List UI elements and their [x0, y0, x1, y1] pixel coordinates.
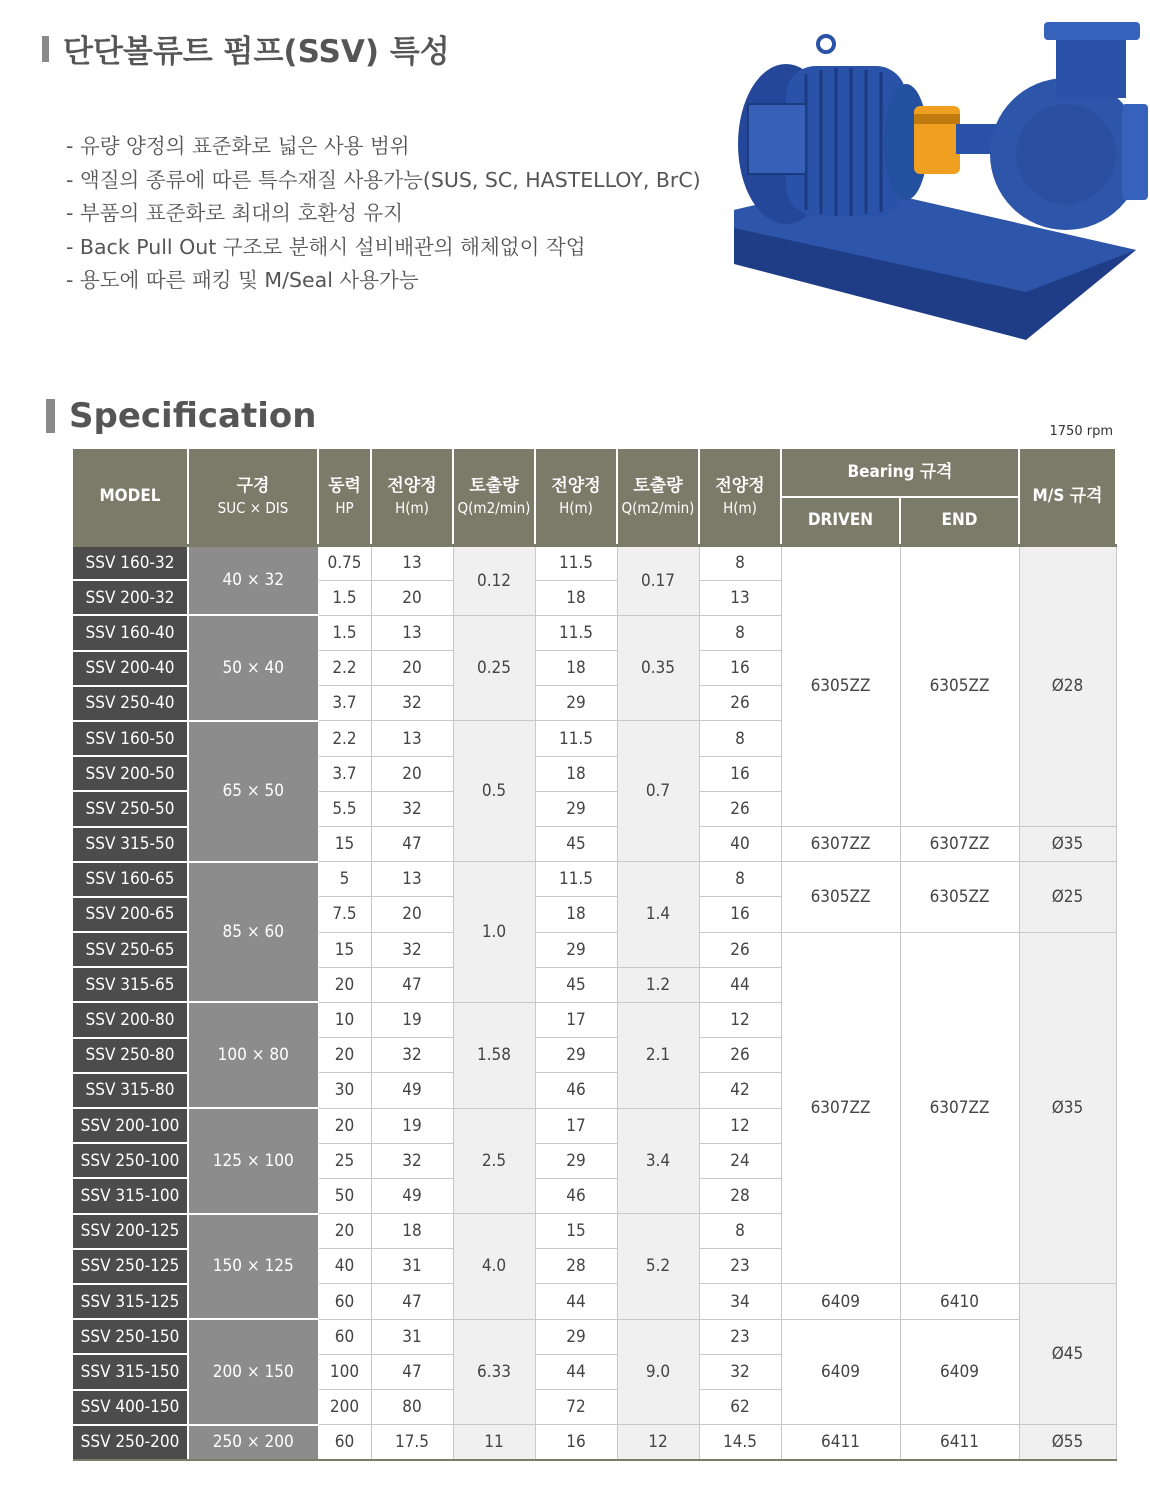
cell-head-2: 18 — [535, 651, 617, 686]
cell-head-3: 13 — [699, 580, 781, 615]
cell-hp: 25 — [318, 1143, 371, 1178]
cell-head-1: 31 — [371, 1249, 453, 1284]
cell-hp: 3.7 — [318, 756, 371, 791]
cell-model: SSV 250-40 — [73, 686, 188, 721]
cell-head-3: 14.5 — [699, 1425, 781, 1460]
cell-flow-1: 1.58 — [453, 1002, 535, 1108]
cell-model: SSV 315-80 — [73, 1073, 188, 1108]
table-row — [73, 1425, 1116, 1460]
cell-head-2: 29 — [535, 932, 617, 967]
col-header-ms: M/S 규격 — [1019, 449, 1116, 545]
cell-flow-1: 0.5 — [453, 721, 535, 862]
cell-bore: 150 × 125 — [188, 1214, 318, 1320]
cell-ms: Ø35 — [1019, 827, 1116, 862]
cell-head-1: 13 — [371, 545, 453, 580]
col-header-end: END — [900, 497, 1019, 545]
cell-head-3: 42 — [699, 1073, 781, 1108]
cell-bearing-end: 6411 — [900, 1425, 1019, 1460]
cell-ms: Ø35 — [1019, 932, 1116, 1284]
cell-head-2: 16 — [535, 1425, 617, 1460]
cell-head-1: 19 — [371, 1108, 453, 1143]
cell-flow-1: 11 — [453, 1425, 535, 1460]
spec-title-text: Specification — [69, 396, 317, 436]
feature-item: - 용도에 따른 패킹 및 M/Seal 사용가능 — [66, 264, 701, 298]
cell-model: SSV 200-65 — [73, 897, 188, 932]
cell-head-2: 29 — [535, 1319, 617, 1354]
feature-item: - 유량 양정의 표준화로 넓은 사용 범위 — [66, 130, 701, 164]
cell-head-2: 18 — [535, 756, 617, 791]
cell-hp: 7.5 — [318, 897, 371, 932]
cell-head-3: 26 — [699, 1038, 781, 1073]
cell-flow-2: 9.0 — [617, 1319, 699, 1425]
cell-flow-1: 4.0 — [453, 1214, 535, 1320]
cell-head-2: 18 — [535, 897, 617, 932]
cell-head-2: 46 — [535, 1073, 617, 1108]
cell-head-1: 20 — [371, 580, 453, 615]
cell-bearing-end: 6410 — [900, 1284, 1019, 1319]
cell-head-3: 23 — [699, 1319, 781, 1354]
cell-bearing-driven: 6409 — [781, 1284, 900, 1319]
cell-bore: 200 × 150 — [188, 1319, 318, 1425]
table-row — [73, 1319, 1116, 1354]
cell-flow-2: 0.35 — [617, 615, 699, 721]
cell-head-1: 32 — [371, 1038, 453, 1073]
cell-head-2: 29 — [535, 791, 617, 826]
cell-head-3: 8 — [699, 862, 781, 897]
cell-head-2: 11.5 — [535, 862, 617, 897]
cell-bearing-end: 6307ZZ — [900, 932, 1019, 1284]
col-header-bore: 구경 SUC × DIS — [188, 449, 318, 545]
cell-flow-2: 1.2 — [617, 967, 699, 1002]
cell-model: SSV 160-32 — [73, 545, 188, 580]
cell-hp: 60 — [318, 1284, 371, 1319]
cell-hp: 0.75 — [318, 545, 371, 580]
cell-hp: 20 — [318, 1108, 371, 1143]
cell-hp: 1.5 — [318, 580, 371, 615]
col-header-driven: DRIVEN — [781, 497, 900, 545]
cell-head-1: 13 — [371, 862, 453, 897]
cell-flow-1: 6.33 — [453, 1319, 535, 1425]
cell-head-1: 47 — [371, 967, 453, 1002]
cell-head-3: 26 — [699, 791, 781, 826]
cell-head-2: 29 — [535, 686, 617, 721]
cell-flow-2: 12 — [617, 1425, 699, 1460]
cell-head-2: 17 — [535, 1002, 617, 1037]
cell-hp: 40 — [318, 1249, 371, 1284]
col-header-bearing: Bearing 규격 — [781, 449, 1019, 497]
cell-head-1: 47 — [371, 1284, 453, 1319]
cell-model: SSV 250-125 — [73, 1249, 188, 1284]
cell-head-3: 8 — [699, 615, 781, 650]
cell-ms: Ø28 — [1019, 545, 1116, 827]
cell-bore: 100 × 80 — [188, 1002, 318, 1108]
cell-head-3: 8 — [699, 545, 781, 580]
cell-head-3: 32 — [699, 1354, 781, 1389]
cell-bore: 50 × 40 — [188, 615, 318, 721]
cell-model: SSV 200-50 — [73, 756, 188, 791]
cell-model: SSV 160-40 — [73, 615, 188, 650]
cell-flow-2: 0.7 — [617, 721, 699, 862]
cell-hp: 100 — [318, 1354, 371, 1389]
cell-head-2: 72 — [535, 1390, 617, 1425]
cell-hp: 60 — [318, 1425, 371, 1460]
cell-head-1: 47 — [371, 827, 453, 862]
cell-head-2: 28 — [535, 1249, 617, 1284]
table-row — [73, 862, 1116, 897]
cell-flow-1: 0.12 — [453, 545, 535, 615]
cell-bore: 85 × 60 — [188, 862, 318, 1003]
lifting-eye — [818, 36, 834, 52]
cell-head-2: 18 — [535, 580, 617, 615]
cell-model: SSV 250-65 — [73, 932, 188, 967]
cell-model: SSV 200-125 — [73, 1214, 188, 1249]
cell-head-1: 18 — [371, 1214, 453, 1249]
cell-head-3: 12 — [699, 1002, 781, 1037]
cell-hp: 30 — [318, 1073, 371, 1108]
feature-item: - 부품의 표준화로 최대의 호환성 유지 — [66, 197, 701, 231]
page-title-text: 단단볼류트 펌프(SSV) 특성 — [63, 34, 450, 70]
cell-hp: 50 — [318, 1178, 371, 1213]
discharge-flange — [1044, 22, 1140, 40]
cell-head-1: 32 — [371, 686, 453, 721]
cell-head-1: 20 — [371, 897, 453, 932]
cell-hp: 3.7 — [318, 686, 371, 721]
cell-model: SSV 200-80 — [73, 1002, 188, 1037]
cell-bearing-end: 6305ZZ — [900, 545, 1019, 827]
cell-head-3: 8 — [699, 1214, 781, 1249]
cell-head-1: 17.5 — [371, 1425, 453, 1460]
cell-head-3: 44 — [699, 967, 781, 1002]
cell-hp: 20 — [318, 1214, 371, 1249]
cell-head-3: 16 — [699, 897, 781, 932]
cell-head-2: 11.5 — [535, 721, 617, 756]
cell-head-3: 12 — [699, 1108, 781, 1143]
cell-head-2: 45 — [535, 967, 617, 1002]
feature-list — [66, 130, 701, 298]
cell-head-3: 23 — [699, 1249, 781, 1284]
cell-bearing-driven: 6307ZZ — [781, 932, 900, 1284]
feature-item: - 액질의 종류에 따른 특수재질 사용가능(SUS, SC, HASTELLOY, BrC) — [66, 164, 701, 198]
col-header-head-2: 전양정 H(m) — [535, 449, 617, 545]
cell-flow-1: 0.25 — [453, 615, 535, 721]
col-header-power: 동력 HP — [318, 449, 371, 545]
cell-head-1: 32 — [371, 1143, 453, 1178]
cell-model: SSV 315-125 — [73, 1284, 188, 1319]
spec-section-title — [46, 396, 316, 436]
cell-head-1: 20 — [371, 651, 453, 686]
suction-flange — [1122, 104, 1148, 200]
cell-hp: 10 — [318, 1002, 371, 1037]
cell-ms: Ø55 — [1019, 1425, 1116, 1460]
cell-head-1: 47 — [371, 1354, 453, 1389]
cell-bearing-driven: 6411 — [781, 1425, 900, 1460]
col-header-head-1: 전양정 H(m) — [371, 449, 453, 545]
cell-head-1: 20 — [371, 756, 453, 791]
title-bar-marker — [42, 36, 49, 62]
cell-bearing-end: 6409 — [900, 1319, 1019, 1425]
cell-head-1: 49 — [371, 1178, 453, 1213]
cell-model: SSV 200-40 — [73, 651, 188, 686]
cell-model: SSV 250-80 — [73, 1038, 188, 1073]
cell-ms: Ø25 — [1019, 862, 1116, 932]
cell-head-3: 8 — [699, 721, 781, 756]
cell-bearing-driven: 6305ZZ — [781, 862, 900, 932]
cell-bore: 65 × 50 — [188, 721, 318, 862]
cell-flow-2: 3.4 — [617, 1108, 699, 1214]
cell-hp: 2.2 — [318, 721, 371, 756]
col-header-model: MODEL — [73, 449, 188, 545]
cell-model: SSV 315-65 — [73, 967, 188, 1002]
cell-head-1: 80 — [371, 1390, 453, 1425]
cell-hp: 5.5 — [318, 791, 371, 826]
cell-hp: 15 — [318, 932, 371, 967]
cell-hp: 15 — [318, 827, 371, 862]
cell-head-3: 62 — [699, 1390, 781, 1425]
cell-flow-2: 1.4 — [617, 862, 699, 968]
cell-head-2: 29 — [535, 1143, 617, 1178]
cell-model: SSV 250-150 — [73, 1319, 188, 1354]
cell-model: SSV 315-150 — [73, 1354, 188, 1389]
cell-bore: 40 × 32 — [188, 545, 318, 615]
cell-model: SSV 250-100 — [73, 1143, 188, 1178]
cell-model: SSV 250-50 — [73, 791, 188, 826]
cell-model: SSV 200-100 — [73, 1108, 188, 1143]
cell-head-2: 15 — [535, 1214, 617, 1249]
cell-model: SSV 400-150 — [73, 1390, 188, 1425]
cell-head-3: 28 — [699, 1178, 781, 1213]
cell-head-2: 29 — [535, 1038, 617, 1073]
cell-flow-1: 2.5 — [453, 1108, 535, 1214]
cell-model: SSV 200-32 — [73, 580, 188, 615]
cell-model: SSV 315-50 — [73, 827, 188, 862]
cell-head-3: 26 — [699, 686, 781, 721]
cell-hp: 20 — [318, 967, 371, 1002]
col-header-flow-2: 토출량 Q(m2/min) — [617, 449, 699, 545]
cell-head-3: 16 — [699, 756, 781, 791]
cell-head-2: 17 — [535, 1108, 617, 1143]
cell-head-2: 44 — [535, 1284, 617, 1319]
cell-model: SSV 160-50 — [73, 721, 188, 756]
cell-head-1: 13 — [371, 615, 453, 650]
cell-hp: 2.2 — [318, 651, 371, 686]
spec-table — [73, 449, 1117, 1461]
cell-bearing-driven: 6409 — [781, 1319, 900, 1425]
cell-flow-2: 0.17 — [617, 545, 699, 615]
cell-bearing-end: 6307ZZ — [900, 827, 1019, 862]
cell-bearing-driven: 6305ZZ — [781, 545, 900, 827]
cell-head-3: 40 — [699, 827, 781, 862]
cell-flow-2: 2.1 — [617, 1002, 699, 1108]
cell-model: SSV 160-65 — [73, 862, 188, 897]
cell-head-2: 45 — [535, 827, 617, 862]
title-bar-marker — [46, 399, 55, 433]
cell-hp: 5 — [318, 862, 371, 897]
cell-hp: 20 — [318, 1038, 371, 1073]
cell-hp: 200 — [318, 1390, 371, 1425]
feature-item: - Back Pull Out 구조로 분해시 설비배관의 해체없이 작업 — [66, 231, 701, 265]
cell-head-1: 19 — [371, 1002, 453, 1037]
cell-head-3: 24 — [699, 1143, 781, 1178]
cell-head-3: 16 — [699, 651, 781, 686]
cell-head-1: 49 — [371, 1073, 453, 1108]
cell-bearing-driven: 6307ZZ — [781, 827, 900, 862]
cell-head-2: 11.5 — [535, 615, 617, 650]
cell-head-1: 32 — [371, 932, 453, 967]
cell-bore: 125 × 100 — [188, 1108, 318, 1214]
cell-head-3: 26 — [699, 932, 781, 967]
cell-hp: 1.5 — [318, 615, 371, 650]
pump-image — [726, 14, 1150, 342]
cell-model: SSV 250-200 — [73, 1425, 188, 1460]
cell-head-1: 31 — [371, 1319, 453, 1354]
cell-head-1: 32 — [371, 791, 453, 826]
table-row — [73, 545, 1116, 580]
cell-flow-1: 1.0 — [453, 862, 535, 1003]
page-title — [42, 26, 450, 71]
col-header-head-3: 전양정 H(m) — [699, 449, 781, 545]
cell-flow-2: 5.2 — [617, 1214, 699, 1320]
cell-model: SSV 315-100 — [73, 1178, 188, 1213]
cell-head-2: 11.5 — [535, 545, 617, 580]
cell-ms: Ø45 — [1019, 1284, 1116, 1425]
cell-head-2: 44 — [535, 1354, 617, 1389]
cell-head-3: 34 — [699, 1284, 781, 1319]
cell-bore: 250 × 200 — [188, 1425, 318, 1460]
motor-terminal-box — [748, 104, 806, 174]
cell-head-1: 13 — [371, 721, 453, 756]
col-header-flow-1: 토출량 Q(m2/min) — [453, 449, 535, 545]
rpm-note: 1750 rpm — [1049, 424, 1113, 439]
cell-head-2: 46 — [535, 1178, 617, 1213]
cell-bearing-end: 6305ZZ — [900, 862, 1019, 932]
cell-hp: 60 — [318, 1319, 371, 1354]
